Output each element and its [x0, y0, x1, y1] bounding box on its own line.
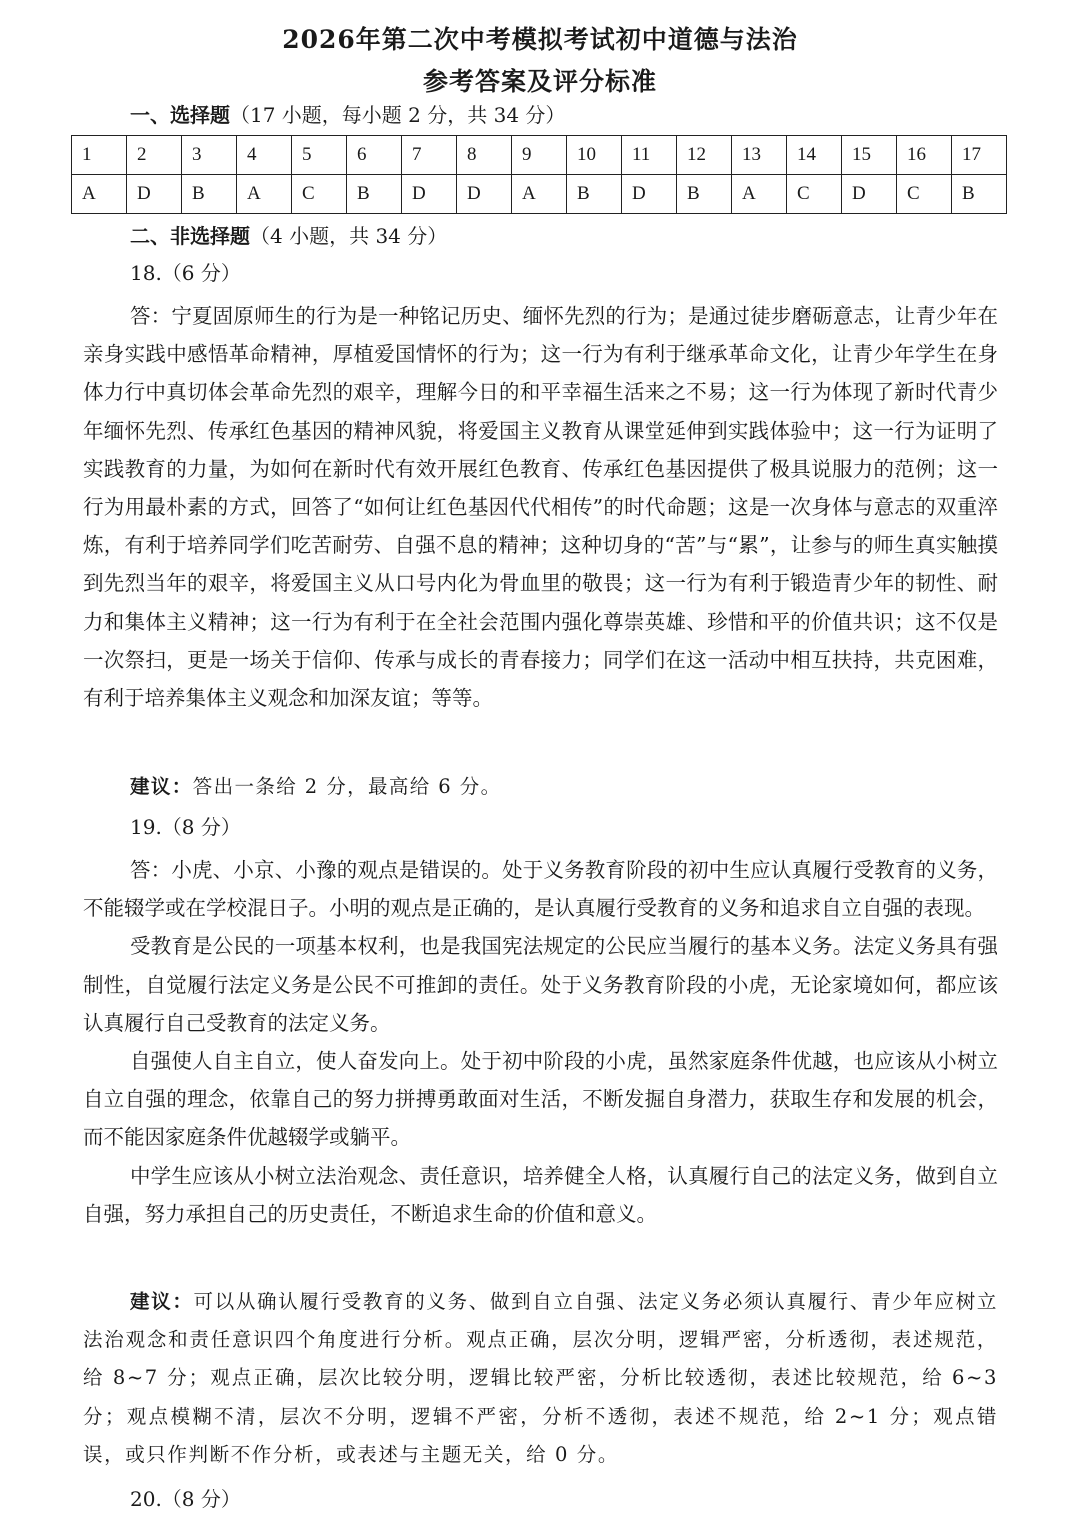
question-number-cell: 15: [842, 136, 897, 175]
section-note: （4 小题，共 34 分）: [250, 224, 448, 248]
question-number-cell: 8: [457, 136, 512, 175]
answer-cell: D: [127, 175, 182, 214]
answer-cell: C: [897, 175, 952, 214]
question-20-heading: 20.（8 分）: [130, 1487, 241, 1511]
question-number-cell: 10: [567, 136, 622, 175]
page-subtitle: 参考答案及评分标准: [422, 67, 657, 96]
suggestion-text: 可以从确认履行受教育的义务、做到自立自强、法定义务必须认真履行、青少年应树立法治观念和责任意识四个角度进行分析。观点正确，层次分明，逻辑严密，分析透彻，表述规范，给 8~7 分；观点正确，层次比较分明，逻辑比较严密，分析比较透彻，表述比较规范，给 6~3 分；观点模糊不清，层次不分明，逻辑不严密，分析不透彻，表述不规范，给 2~1 分；观点错误，或只作判断不作分析，或表述与主题无关，给 0 分。: [83, 1290, 998, 1466]
answer-cell: C: [292, 175, 347, 214]
question-number-cell: 17: [952, 136, 1007, 175]
question-number-cell: 12: [677, 136, 732, 175]
question-number-cell: 11: [622, 136, 677, 175]
question-number-row: [72, 136, 1007, 175]
answer-cell: B: [677, 175, 732, 214]
question-19-heading: 19.（8 分）: [130, 815, 241, 839]
answer-cell: D: [457, 175, 512, 214]
question-number-cell: 9: [512, 136, 567, 175]
answer-cell: D: [842, 175, 897, 214]
question-number-cell: 13: [732, 136, 787, 175]
question-19-suggestion: [83, 1283, 998, 1474]
answer-table: [71, 135, 1007, 214]
answer-paragraph: 受教育是公民的一项基本权利，也是我国宪法规定的公民应当履行的基本义务。法定义务具有强制性，自觉履行法定义务是公民不可推卸的责任。处于义务教育阶段的小虎，无论家境如何，都应该认真履行自己受教育的法定义务。: [83, 934, 998, 1035]
question-number-cell: 4: [237, 136, 292, 175]
question-number-cell: 7: [402, 136, 457, 175]
answer-cell: A: [512, 175, 567, 214]
answer-cell: C: [787, 175, 842, 214]
question-number-cell: 3: [182, 136, 237, 175]
question-number-cell: 5: [292, 136, 347, 175]
question-18-suggestion: [130, 768, 998, 806]
section-label: 二、非选择题: [130, 224, 250, 248]
answer-paragraph: 自强使人自主自立，使人奋发向上。处于初中阶段的小虎，虽然家庭条件优越，也应该从小树立自立自强的理念，依靠自己的努力拼搏勇敢面对生活，不断发掘自身潜力，获取生存和发展的机会，而不能因家庭条件优越辍学或躺平。: [83, 1049, 998, 1150]
section-heading-nonchoice: [130, 221, 447, 251]
section-heading-choice: [130, 100, 565, 130]
question-number-cell: 6: [347, 136, 402, 175]
suggestion-text: 答出一条给 2 分，最高给 6 分。: [192, 775, 502, 798]
question-18-heading: 18.（6 分）: [130, 261, 241, 285]
answer-cell: B: [347, 175, 402, 214]
answer-cell: A: [237, 175, 292, 214]
answer-paragraph: 中学生应该从小树立法治观念、责任意识，培养健全人格，认真履行自己的法定义务，做到自立自强，努力承担自己的历史责任，不断追求生命的价值和意义。: [83, 1163, 998, 1226]
answer-paragraph: 答：宁夏固原师生的行为是一种铭记历史、缅怀先烈的行为；是通过徒步磨砺意志，让青少年在亲身实践中感悟革命精神，厚植爱国情怀的行为；这一行为有利于继承革命文化，让青少年学生在身体力行中真切体会革命先烈的艰辛，理解今日的和平幸福生活来之不易；这一行为体现了新时代青少年缅怀先烈、传承红色基因的精神风貌，将爱国主义教育从课堂延伸到实践体验中；这一行为证明了实践教育的力量，为如何在新时代有效开展红色教育、传承红色基因提供了极具说服力的范例；这一行为用最朴素的方式，回答了“如何让红色基因代代相传”的时代命题；这是一次身体与意志的双重淬炼，有利于培养同学们吃苦耐劳、自强不息的精神；这种切身的“苦”与“累”，让参与的师生真实触摸到先烈当年的艰辛，将爱国主义从口号内化为骨血里的敬畏；这一行为有利于锻造青少年的韧性、耐力和集体主义精神；这一行为有利于在全社会范围内强化尊崇英雄、珍惜和平的价值共识；这不仅是一次祭扫，更是一场关于信仰、传承与成长的青春接力；同学们在这一活动中相互扶持，共克困难，有利于培养集体主义观念和加深友谊；等等。: [83, 304, 998, 711]
question-18-answer: [83, 297, 998, 717]
answer-cell: A: [72, 175, 127, 214]
answer-paragraph: 答：小虎、小京、小豫的观点是错误的。处于义务教育阶段的初中生应认真履行受教育的义务，不能辍学或在学校混日子。小明的观点是正确的，是认真履行受教育的义务和追求自立自强的表现。: [83, 858, 998, 921]
page-title: 2026年第二次中考模拟考试初中道德与法治: [282, 25, 798, 54]
answer-cell: D: [622, 175, 677, 214]
question-number-cell: 16: [897, 136, 952, 175]
answer-row: [72, 175, 1007, 214]
answer-cell: B: [567, 175, 622, 214]
question-number-cell: 14: [787, 136, 842, 175]
answer-cell: B: [182, 175, 237, 214]
answer-cell: D: [402, 175, 457, 214]
suggestion-label: 建议：: [130, 775, 193, 798]
section-label: 一、选择题: [130, 103, 230, 127]
question-number-cell: 2: [127, 136, 182, 175]
question-number-cell: 1: [72, 136, 127, 175]
question-19-answer: [83, 851, 998, 1233]
suggestion-label: 建议：: [130, 1290, 194, 1313]
answer-cell: A: [732, 175, 787, 214]
section-note: （17 小题，每小题 2 分，共 34 分）: [230, 103, 566, 127]
answer-cell: B: [952, 175, 1007, 214]
